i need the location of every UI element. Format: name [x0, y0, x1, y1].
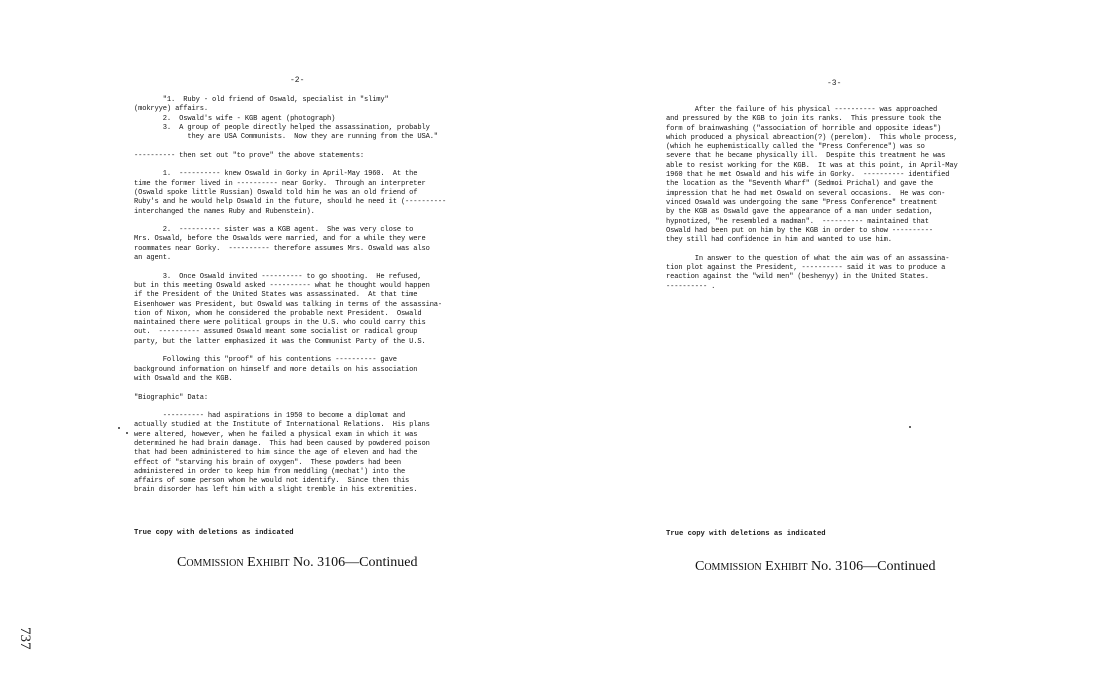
side-page-number: 737 [17, 627, 33, 650]
text-line: background information on himself and more details on his association [134, 365, 418, 374]
text-line: vinced Oswald was undergoing the same "Press Conference" treatment [666, 198, 938, 207]
text-line: out. ---------- assumed Oswald meant some socialist or radical group [134, 328, 418, 337]
text-line [134, 263, 446, 272]
text-line: by the KGB as Oswald gave the appearance of a man under sedation, [666, 208, 933, 217]
exhibit-caption-number: No. 3106—Continued [811, 559, 936, 574]
text-line: reaction against the "wild men" (beshenyy) in the United States. [666, 273, 929, 282]
typed-body-text [134, 96, 446, 496]
text-line: (Oswald spoke little Russian) Oswald told him he was an old friend of [134, 188, 418, 197]
text-line: Mrs. Oswald, before the Oswalds were married, and for a while they were [134, 235, 426, 244]
text-line [134, 142, 446, 151]
right-document-page [547, 0, 1094, 691]
text-line: that had been administered to him since the age of eleven and had the [134, 449, 418, 458]
text-line: were altered, however, when he failed a physical exam in which it was [134, 430, 418, 439]
text-line: tion plot against the President, ---------- said it was to produce a [666, 264, 946, 273]
text-line: brain disorder has left him with a slight tremble in his extremities. [134, 486, 418, 495]
exhibit-caption [695, 559, 935, 575]
text-line: ---------- then set out "to prove" the above statements: [134, 151, 364, 160]
text-line: interchanged the names Ruby and Rubenstein). [134, 207, 315, 216]
exhibit-caption-prefix: Commission Exhibit [695, 559, 808, 574]
text-line: administered in order to keep him from meddling (mechat') into the [134, 467, 406, 476]
text-line: After the failure of his physical ---------- was approached [666, 106, 938, 114]
scan-speck [118, 427, 120, 429]
text-line: Following this "proof" of his contentions ---------- gave [134, 356, 397, 365]
text-line: form of brainwashing ("association of horrible and opposite ideas") [666, 124, 942, 133]
page-number: -3- [827, 79, 842, 88]
text-line: 3. Once Oswald invited ---------- to go shooting. He refused, [134, 272, 422, 281]
text-line: if the President of the United States was assassinated. At that time [134, 291, 418, 300]
text-line: severe that he became physically ill. Despite this treatment he was [666, 152, 946, 161]
text-line: and pressured by the KGB to join its ranks. This pressure took the [666, 115, 942, 124]
scan-speck [909, 426, 911, 428]
text-line: Ruby's and he would help Oswald in the future, should he need it (---------- [134, 198, 447, 207]
text-line: (which he euphemistically called the "Press Conference") was so [666, 143, 925, 152]
text-line: hypnotized, "he resembled a madman". ---------- maintained that [666, 217, 929, 226]
text-line: party, but the latter emphasized it was the Communist Party of the U.S. [134, 337, 426, 346]
text-line: affairs of some person whom he would not identify. Since then this [134, 477, 410, 486]
text-line: an agent. [134, 254, 171, 263]
text-line: effect of "starving his brain of oxygen". These powders had been [134, 458, 401, 467]
text-line: actually studied at the Institute of International Relations. His plans [134, 421, 430, 430]
text-line: time the former lived in ---------- near Gorky. Through an interpreter [134, 179, 426, 188]
text-line: they are USA Communists. Now they are running from the USA." [134, 133, 438, 142]
text-line: 3. A group of people directly helped the assassination, probably [134, 123, 430, 132]
exhibit-caption-number: No. 3106—Continued [293, 555, 418, 570]
text-line [134, 161, 446, 170]
true-copy-note: True copy with deletions as indicated [134, 529, 294, 537]
text-line: "1. Ruby - old friend of Oswald, specialist in "slimy" [134, 96, 389, 104]
text-line: with Oswald and the KGB. [134, 374, 233, 383]
text-line: maintained there were political groups in the U.S. who could carry this [134, 319, 426, 328]
text-line: able to resist working for the KGB. It was at this point, in April-May [666, 161, 958, 170]
page-number: -2- [290, 76, 305, 85]
text-line: Oswald had been put on him by the KGB in order to show ---------- [666, 226, 933, 235]
text-line: 1960 that he met Oswald and his wife in Gorky. ---------- identified [666, 171, 950, 180]
text-line: but in this meeting Oswald asked ---------- what he thought would happen [134, 281, 430, 290]
text-line: 1. ---------- knew Oswald in Gorky in April-May 1960. At the [134, 170, 418, 179]
text-line: which produced a physical abreaction(?) (perelom). This whole process, [666, 133, 958, 142]
text-line: In answer to the question of what the aim was of an assassina- [666, 254, 950, 263]
text-line: (mokryye) affairs. [134, 105, 208, 114]
text-line: impression that he had met Oswald on several occasions. He was con- [666, 189, 946, 198]
text-line [134, 217, 446, 226]
text-line: ---------- had aspirations in 1950 to become a diplomat and [134, 412, 406, 421]
text-line [666, 245, 958, 254]
text-line [134, 347, 446, 356]
true-copy-note: True copy with deletions as indicated [666, 530, 826, 538]
text-line [134, 403, 446, 412]
exhibit-caption-prefix: Commission Exhibit [177, 555, 290, 570]
text-line: tion of Nixon, whom he considered the probable next President. Oswald [134, 309, 422, 318]
text-line [134, 384, 446, 393]
text-line: Eisenhower was President, but Oswald was talking in terms of the assassina- [134, 300, 443, 309]
text-line: roommates near Gorky. ---------- therefore assumes Mrs. Oswald was also [134, 244, 430, 253]
scan-speck [126, 432, 128, 434]
text-line: 2. ---------- sister was a KGB agent. She was very close to [134, 226, 414, 235]
text-line: "Biographic" Data: [134, 393, 208, 402]
text-line: 2. Oswald's wife - KGB agent (photograph) [134, 114, 336, 123]
text-line: the location as the "Seventh Wharf" (Sedmoi Prichal) and gave the [666, 180, 933, 189]
text-line: ---------- . [666, 282, 716, 291]
text-line: they still had confidence in him and wanted to use him. [666, 236, 892, 245]
typed-body-text [666, 106, 958, 292]
exhibit-caption [177, 555, 417, 571]
text-line: determined he had brain damage. This had been caused by powdered poison [134, 439, 430, 448]
